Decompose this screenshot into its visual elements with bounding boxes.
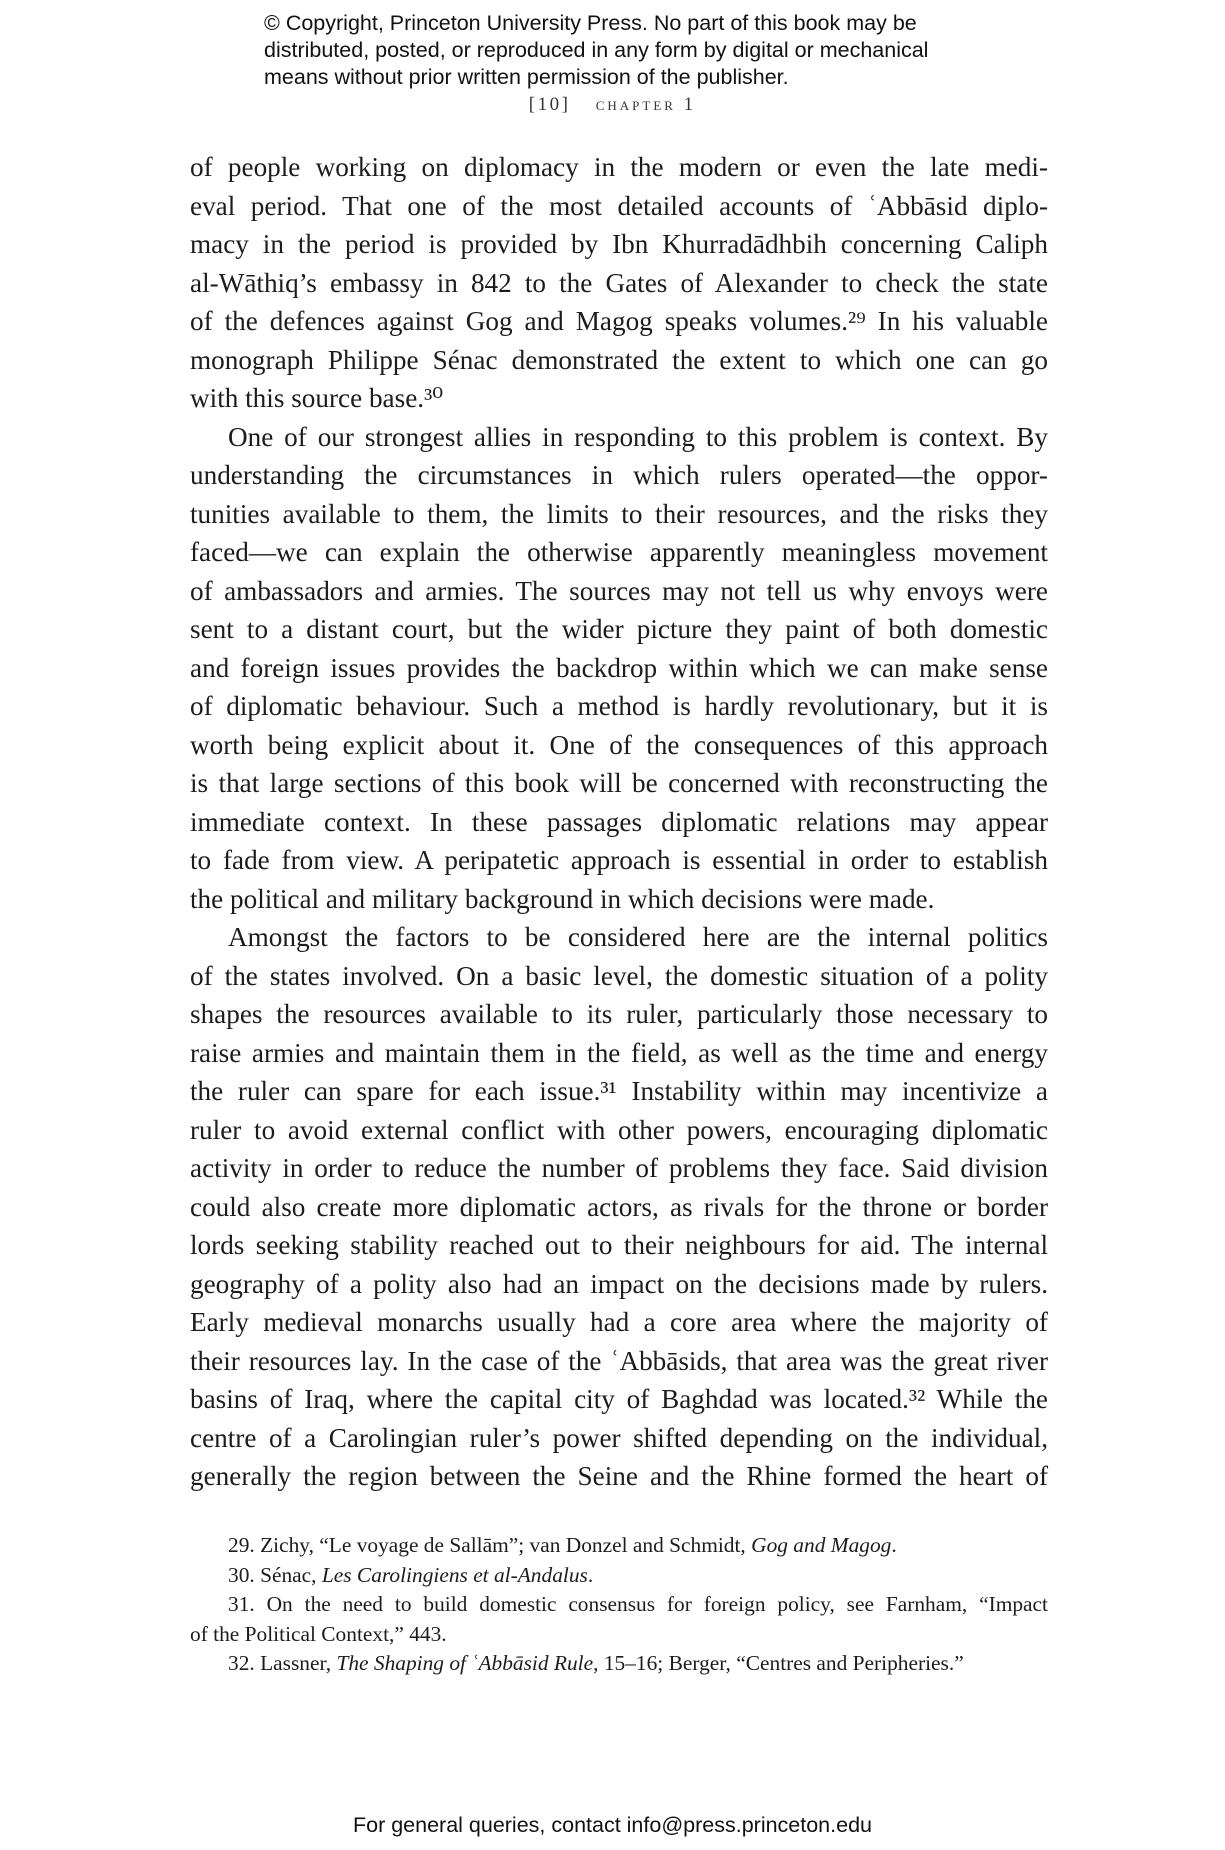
text-line: centre of a Carolingian ruler’s power shifted depending on the individual, (190, 1422, 1048, 1453)
text-line: their resources lay. In the case of the ʿAbbāsids, that area was the great river (190, 1345, 1048, 1376)
text-line: activity in order to reduce the number of problems they face. Said division (190, 1153, 1048, 1183)
text-line: macy in the period is provided by Ibn Khurradādhbih concerning Caliph (190, 229, 1048, 259)
text-line: Early medieval monarchs usually had a core area where the majority of (190, 1307, 1048, 1337)
text-line: could also create more diplomatic actors, as rivals for the throne or border (190, 1191, 1048, 1222)
text-line: Amongst the factors to be considered here are the internal politics (228, 922, 1048, 952)
text-line: immediate context. In these passages diplomatic relations may appear (190, 806, 1048, 837)
text-line: understanding the circumstances in which rulers operated—the oppor- (190, 460, 1048, 490)
copyright-line: © Copyright, Princeton University Press. No part of this book may be (264, 11, 917, 35)
text-line: raise armies and maintain them in the field, as well as the time and energy (190, 1037, 1048, 1068)
text-line: of ambassadors and armies. The sources may not tell us why envoys were (190, 575, 1048, 606)
text-line: al-Wāthiq’s embassy in 842 to the Gates of Alexander to check the state (190, 267, 1048, 298)
text-line: worth being explicit about it. One of the consequences of this approach (190, 729, 1048, 760)
page-number: [10] (528, 94, 571, 115)
body-text (190, 148, 1048, 1496)
text-line: the ruler can spare for each issue.³¹ Instability within may incentivize a (190, 1076, 1048, 1106)
text-line: of the states involved. On a basic level, the domestic situation of a polity (190, 960, 1048, 991)
text-line: geography of a polity also had an impact on the decisions made by rulers. (190, 1268, 1048, 1299)
contact-footer: For general queries, contact info@press.princeton.edu (352, 1813, 872, 1837)
text-line: to fade from view. A peripatetic approach is essential in order to establish (190, 845, 1048, 875)
text-line: eval period. That one of the most detailed accounts of ʿAbbāsid diplo- (190, 190, 1048, 221)
text-line: is that large sections of this book will be concerned with reconstructing the (190, 768, 1048, 798)
footnote-32: 32. Lassner, The Shaping of ʿAbbāsid Rule, 15–16; Berger, “Centres and Peripheries.” (228, 1651, 964, 1675)
footnotes (190, 1531, 1048, 1679)
running-head (0, 94, 1225, 116)
text-line: monograph Philippe Sénac demonstrated the extent to which one can go (190, 344, 1048, 375)
text-line: of people working on diplomacy in the modern or even the late medi- (190, 152, 1048, 182)
text-line: tunities available to them, the limits to their resources, and the risks they (190, 498, 1048, 529)
text-line: of the defences against Gog and Magog speaks volumes.²⁹ In his valuable (190, 306, 1048, 336)
text-line: faced—we can explain the otherwise apparently meaningless movement (190, 537, 1048, 567)
text-line: with this source base.³⁰ (190, 383, 444, 413)
footnote-31: 31. On the need to build domestic consensus for foreign policy, see Farnham, “Impact (228, 1592, 1048, 1616)
footnote-29: 29. Zichy, “Le voyage de Sallām”; van Donzel and Schmidt, Gog and Magog. (228, 1533, 897, 1557)
text-line: and foreign issues provides the backdrop within which we can make sense (190, 652, 1048, 683)
text-line: basins of Iraq, where the capital city of Baghdad was located.³² While the (190, 1384, 1048, 1414)
copyright-notice (264, 10, 984, 91)
footnote-30: 30. Sénac, Les Carolingiens et al-Andalus. (228, 1562, 594, 1587)
copyright-line: distributed, posted, or reproduced in any form by digital or mechanical (264, 38, 929, 62)
text-line: ruler to avoid external conflict with other powers, encouraging diplomatic (190, 1114, 1048, 1145)
text-line: the political and military background in which decisions were made. (190, 883, 935, 914)
copyright-line: means without prior written permission of the publisher. (264, 65, 789, 89)
text-line: of diplomatic behaviour. Such a method is hardly revolutionary, but it is (190, 691, 1048, 721)
text-line: lords seeking stability reached out to their neighbours for aid. The internal (190, 1230, 1048, 1260)
text-line: One of our strongest allies in responding to this problem is context. By (228, 421, 1048, 452)
text-line: shapes the resources available to its ruler, particularly those necessary to (190, 999, 1048, 1029)
text-line: generally the region between the Seine and the Rhine formed the heart of (190, 1461, 1048, 1491)
chapter-label: chapter 1 (595, 94, 697, 115)
footnote-31-continued: of the Political Context,” 443. (190, 1621, 447, 1646)
text-line: sent to a distant court, but the wider picture they paint of both domestic (190, 614, 1048, 644)
